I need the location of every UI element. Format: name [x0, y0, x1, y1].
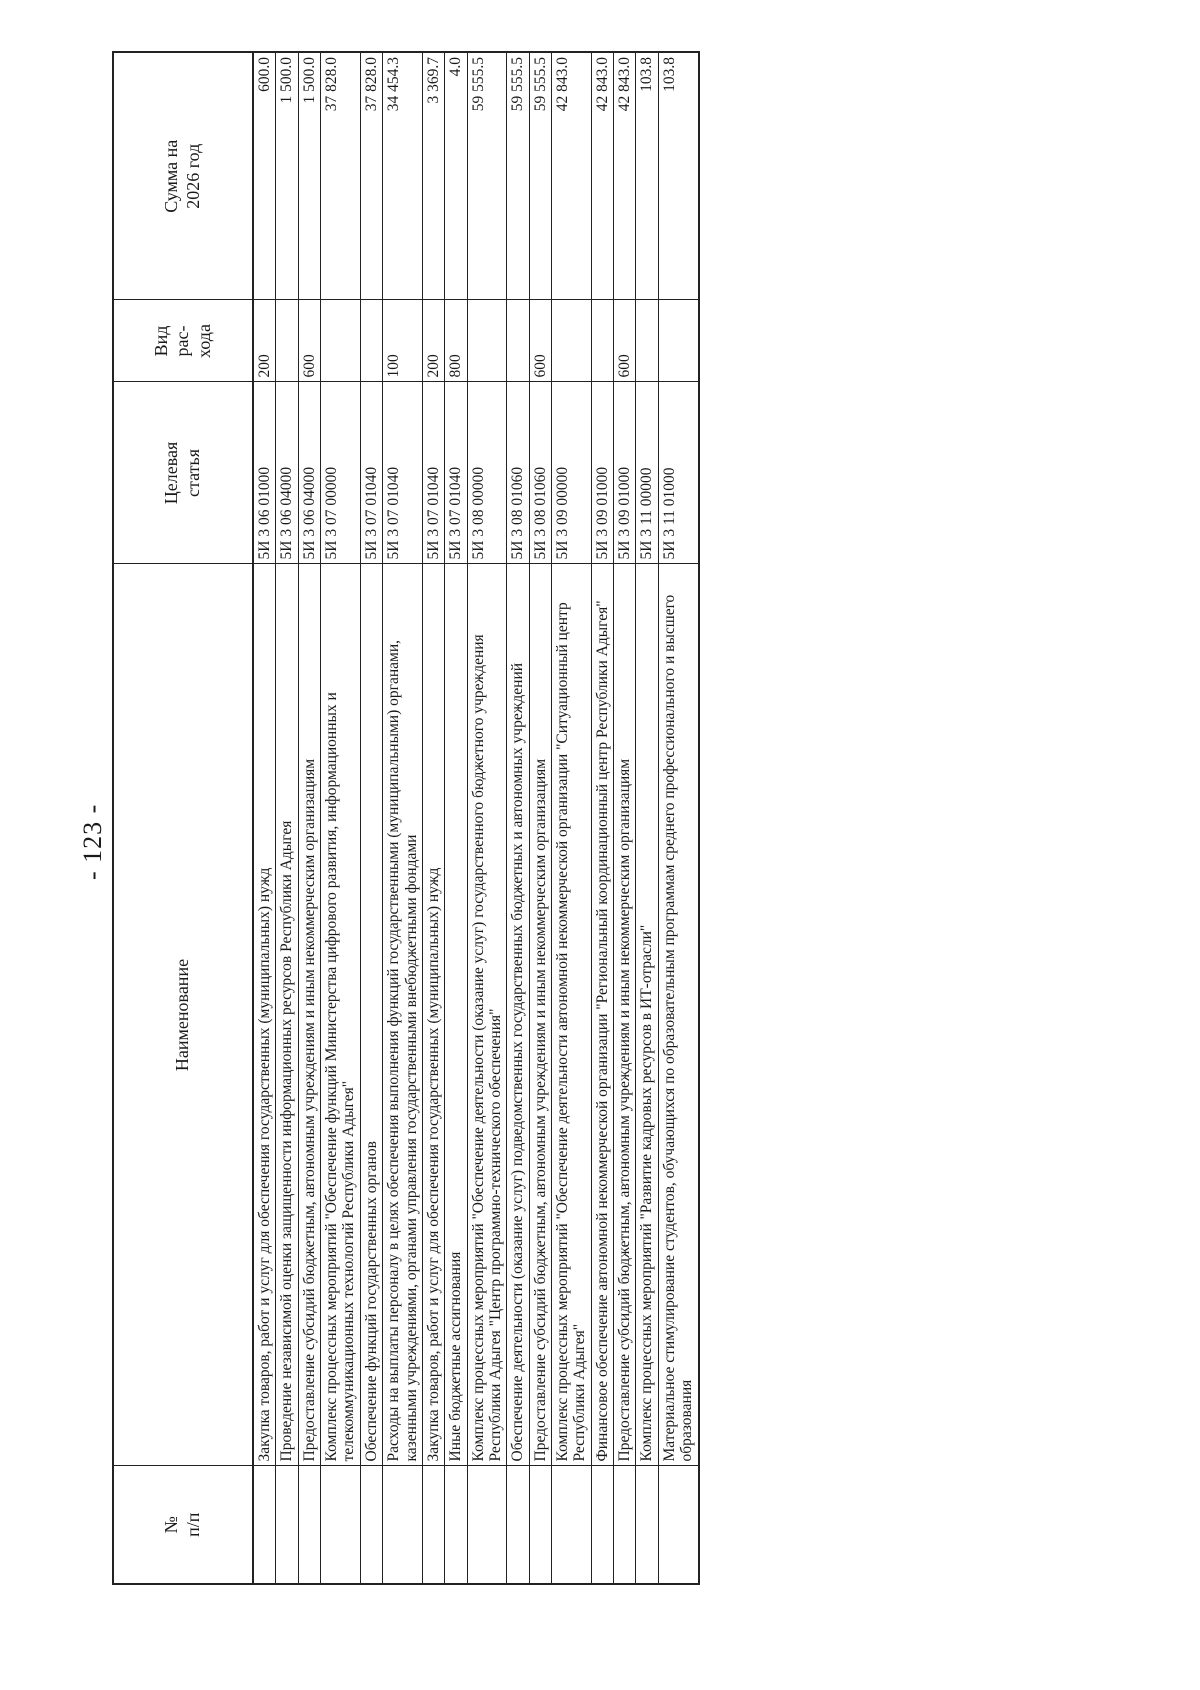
row-number-cell — [467, 1466, 507, 1584]
row-expense-type-cell — [636, 300, 658, 382]
row-name-cell: Проведение независимой оценки защищенности информационных ресурсов Республики Адыгея — [276, 564, 298, 1466]
header-amount: Сумма на 2026 год — [113, 52, 253, 300]
table-row — [276, 52, 298, 1584]
row-code-cell: 5И 3 07 01040 — [383, 382, 423, 564]
row-amount-cell: 37 828.0 — [360, 52, 382, 300]
row-expense-type-cell — [276, 300, 298, 382]
row-code-cell: 5И 3 08 00000 — [467, 382, 507, 564]
row-number-cell — [383, 1466, 423, 1584]
row-number-cell — [321, 1466, 361, 1584]
row-code-cell: 5И 3 11 00000 — [636, 382, 658, 564]
header-code: Целевая статья — [113, 382, 253, 564]
row-amount-cell: 42 843.0 — [552, 52, 592, 300]
row-expense-type-cell: 600 — [614, 300, 636, 382]
table-row — [507, 52, 529, 1584]
row-code-cell: 5И 3 07 00000 — [321, 382, 361, 564]
row-expense-type-cell — [321, 300, 361, 382]
row-name-cell: Обеспечение функций государственных органов — [360, 564, 382, 1466]
row-amount-cell: 4.0 — [445, 52, 467, 300]
row-expense-type-cell: 600 — [298, 300, 320, 382]
row-name-cell: Финансовое обеспечение автономной некоммерческой организации "Региональный координационный центр Республики Адыгея" — [591, 564, 613, 1466]
row-number-cell — [422, 1466, 444, 1584]
row-amount-cell: 1 500.0 — [298, 52, 320, 300]
row-amount-cell: 59 555.5 — [507, 52, 529, 300]
row-amount-cell: 34 454.3 — [383, 52, 423, 300]
row-code-cell: 5И 3 08 01060 — [529, 382, 551, 564]
row-amount-cell: 103.8 — [636, 52, 658, 300]
table-row — [636, 52, 658, 1584]
table-row — [529, 52, 551, 1584]
row-number-cell — [298, 1466, 320, 1584]
table-row — [614, 52, 636, 1584]
table-row — [467, 52, 507, 1584]
row-number-cell — [636, 1466, 658, 1584]
row-code-cell: 5И 3 07 01040 — [360, 382, 382, 564]
row-number-cell — [507, 1466, 529, 1584]
row-amount-cell: 3 369.7 — [422, 52, 444, 300]
table-row — [591, 52, 613, 1584]
header-name: Наименование — [113, 564, 253, 1466]
table-row — [298, 52, 320, 1584]
row-expense-type-cell: 200 — [253, 300, 276, 382]
row-amount-cell: 600.0 — [253, 52, 276, 300]
table-row — [552, 52, 592, 1584]
header-type: Вид рас- хода — [113, 300, 253, 382]
header-num: № п/п — [113, 1466, 253, 1584]
row-name-cell: Обеспечение деятельности (оказание услуг) подведомственных государственных бюджетных и автономных учреждений — [507, 564, 529, 1466]
row-name-cell: Комплекс процессных мероприятий "Обеспечение функций Министерства цифрового развития, информационных и телекоммуникационных технологий Республики Адыгея" — [321, 564, 361, 1466]
row-name-cell: Предоставление субсидий бюджетным, автономным учреждениям и иным некоммерческим организациям — [529, 564, 551, 1466]
row-code-cell: 5И 3 07 01040 — [445, 382, 467, 564]
row-code-cell: 5И 3 08 01060 — [507, 382, 529, 564]
table-row — [360, 52, 382, 1584]
row-expense-type-cell — [552, 300, 592, 382]
table-row — [383, 52, 423, 1584]
row-number-cell — [658, 1466, 698, 1584]
row-code-cell: 5И 3 09 00000 — [552, 382, 592, 564]
row-number-cell — [253, 1466, 276, 1584]
row-name-cell: Предоставление субсидий бюджетным, автономным учреждениям и иным некоммерческим организациям — [614, 564, 636, 1466]
row-name-cell: Расходы на выплаты персоналу в целях обеспечения выполнения функций государственными (муниципальными) органами, казенными учреждениями, органами управления государственными внебюджетными фондами — [383, 564, 423, 1466]
page-number: - 123 - — [78, 803, 107, 880]
row-expense-type-cell: 200 — [422, 300, 444, 382]
row-expense-type-cell: 100 — [383, 300, 423, 382]
row-number-cell — [591, 1466, 613, 1584]
row-name-cell: Предоставление субсидий бюджетным, автономным учреждениям и иным некоммерческим организациям — [298, 564, 320, 1466]
row-expense-type-cell — [658, 300, 698, 382]
row-amount-cell: 59 555.5 — [529, 52, 551, 300]
row-name-cell: Материальное стимулирование студентов, обучающихся по образовательным программам среднего профессионального и высшего образования — [658, 564, 698, 1466]
row-code-cell: 5И 3 09 01000 — [591, 382, 613, 564]
table-header-row — [113, 52, 253, 1584]
row-amount-cell: 103.8 — [658, 52, 698, 300]
table-row — [445, 52, 467, 1584]
row-code-cell: 5И 3 06 04000 — [298, 382, 320, 564]
row-code-cell: 5И 3 06 04000 — [276, 382, 298, 564]
row-expense-type-cell — [360, 300, 382, 382]
row-name-cell: Комплекс процессных мероприятий "Обеспечение деятельности (оказание услуг) государственного бюджетного учреждения Республики Адыгея "Центр программно-технического обеспечения" — [467, 564, 507, 1466]
row-code-cell: 5И 3 07 01040 — [422, 382, 444, 564]
budget-table — [112, 51, 700, 1585]
row-number-cell — [276, 1466, 298, 1584]
row-name-cell: Комплекс процессных мероприятий "Развитие кадровых ресурсов в ИТ-отрасли" — [636, 564, 658, 1466]
table-row — [253, 52, 276, 1584]
row-amount-cell: 59 555.5 — [467, 52, 507, 300]
row-expense-type-cell: 600 — [529, 300, 551, 382]
row-expense-type-cell: 800 — [445, 300, 467, 382]
table-row — [658, 52, 698, 1584]
row-expense-type-cell — [507, 300, 529, 382]
row-code-cell: 5И 3 09 01000 — [614, 382, 636, 564]
table-row — [422, 52, 444, 1584]
table-row — [321, 52, 361, 1584]
row-number-cell — [529, 1466, 551, 1584]
row-number-cell — [360, 1466, 382, 1584]
row-amount-cell: 42 843.0 — [614, 52, 636, 300]
row-number-cell — [552, 1466, 592, 1584]
row-name-cell: Закупка товаров, работ и услуг для обеспечения государственных (муниципальных) нужд — [253, 564, 276, 1466]
row-number-cell — [614, 1466, 636, 1584]
row-expense-type-cell — [467, 300, 507, 382]
row-name-cell: Иные бюджетные ассигнования — [445, 564, 467, 1466]
row-name-cell: Комплекс процессных мероприятий "Обеспечение деятельности автономной некоммерческой организации "Ситуационный центр Республики Адыгея" — [552, 564, 592, 1466]
row-code-cell: 5И 3 06 01000 — [253, 382, 276, 564]
row-code-cell: 5И 3 11 01000 — [658, 382, 698, 564]
row-name-cell: Закупка товаров, работ и услуг для обеспечения государственных (муниципальных) нужд — [422, 564, 444, 1466]
row-amount-cell: 1 500.0 — [276, 52, 298, 300]
row-amount-cell: 42 843.0 — [591, 52, 613, 300]
row-number-cell — [445, 1466, 467, 1584]
row-expense-type-cell — [591, 300, 613, 382]
table-body — [253, 52, 699, 1584]
row-amount-cell: 37 828.0 — [321, 52, 361, 300]
